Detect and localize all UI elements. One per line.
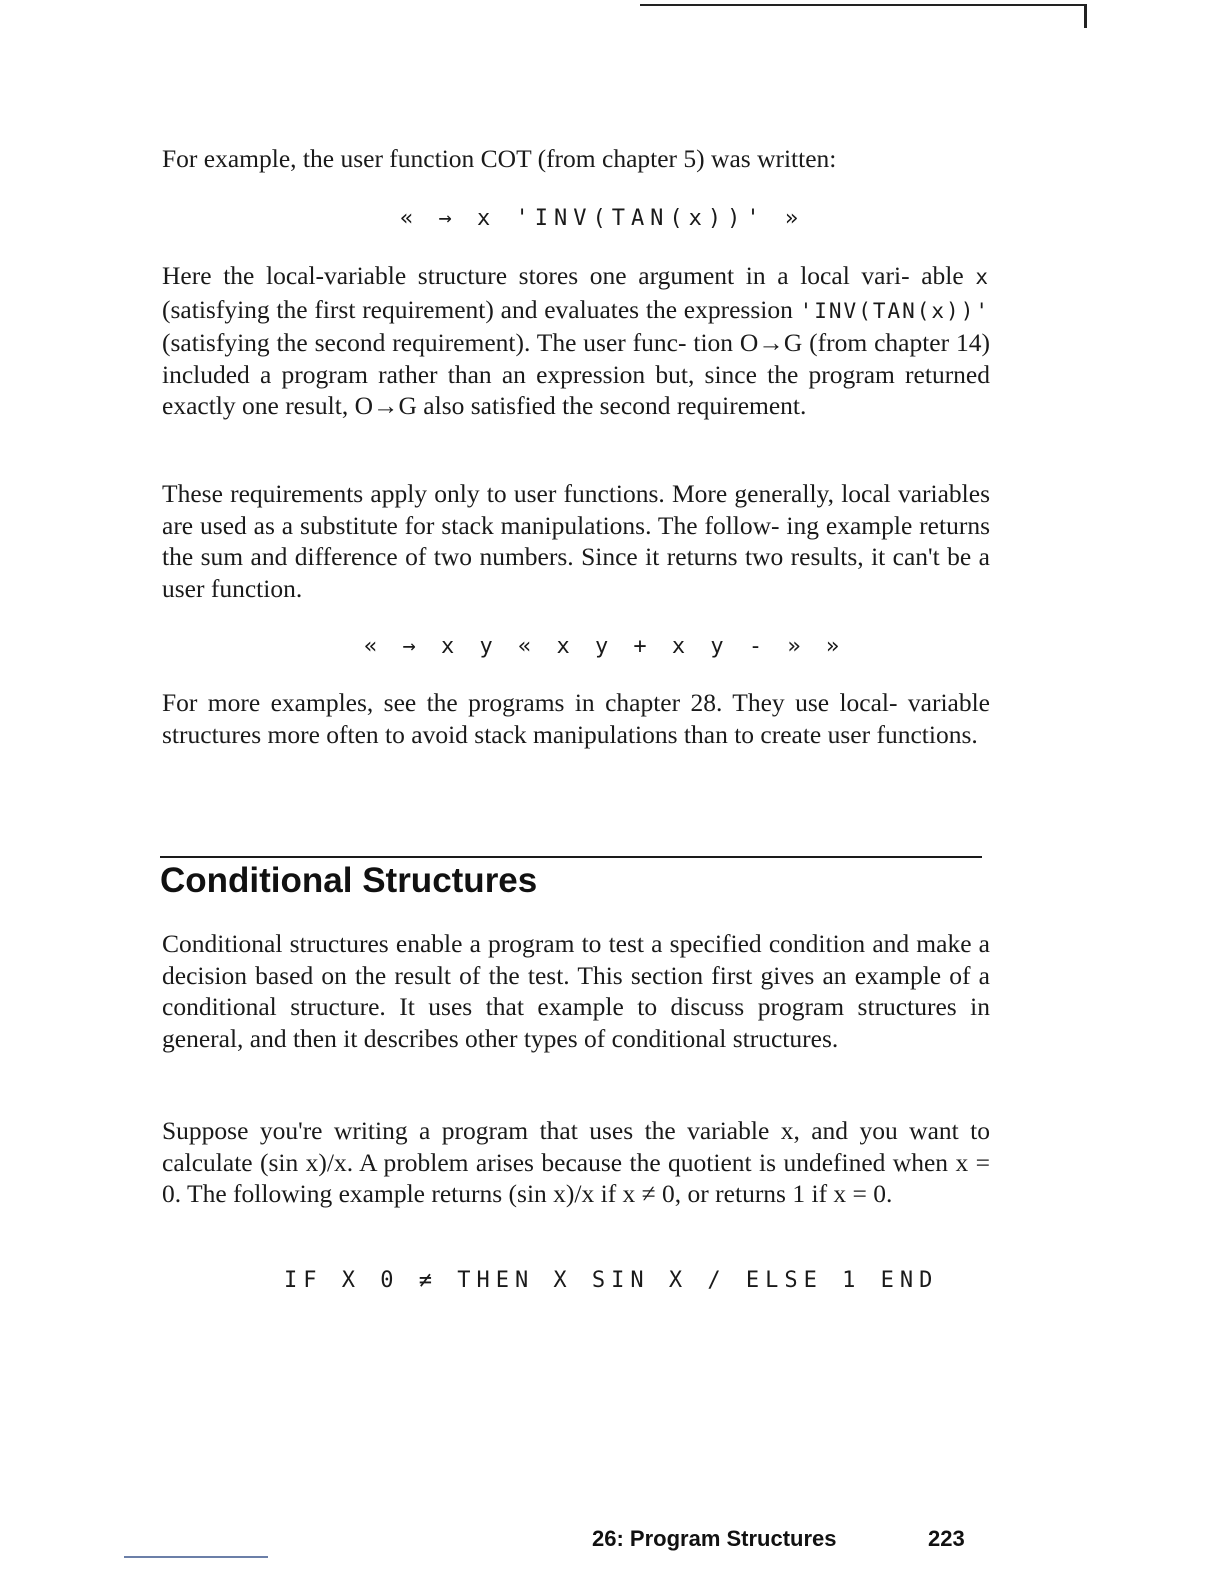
paragraph-requirements: These requirements apply only to user functions. More generally, local variables are used as a substitute for stack manipulations. The follow- ing example returns the sum and difference of two numbers. Since it returns two results, it can't be a user function.	[162, 479, 990, 603]
code-example-if-then-else: IF X 0 ≠ THEN X SIN X / ELSE 1 END	[284, 1268, 939, 1293]
top-corner-mark	[1084, 4, 1087, 28]
para2-text-2: (satisfying the first requirement) and evaluates the expression	[162, 294, 800, 324]
top-border-rule	[640, 4, 1086, 6]
footer-page-number: 223	[928, 1526, 965, 1551]
para2-text-3: (satisfying the second requirement). The user func- tion O→G (from chapter 14) included a program rather than an expression but, since the program returned exactly one result, O→G also satisfied the second requirement.	[162, 328, 990, 420]
paragraph-conditional-intro: Conditional structures enable a program to test a specified condition and make a decision based on the result of the test. This section first gives an example of a conditional structure. It uses that example to discuss program structures in general, and then it describes other types of conditional structures.	[162, 929, 990, 1053]
paragraph-cot-intro: For example, the user function COT (from chapter 5) was written:	[162, 144, 837, 173]
code-example-cot: « → x 'INV(TAN(x))' »	[400, 206, 805, 231]
inline-code-x: x	[975, 265, 990, 289]
paragraph-local-variable-explanation	[162, 260, 990, 422]
section-heading: Conditional Structures	[160, 861, 538, 900]
code-example-sum-difference: « → x y « x y + x y - » »	[364, 634, 846, 659]
footer-chapter-title: 26: Program Structures	[592, 1526, 837, 1551]
bottom-left-rule	[124, 1556, 268, 1558]
paragraph-sin-example: Suppose you're writing a program that uses the variable x, and you want to calculate (sin x)/x. A problem arises because the quotient is undefined when x = 0. The following example returns (sin x)/x if x ≠ 0, or returns 1 if x = 0.	[162, 1116, 990, 1208]
paragraph-more-examples: For more examples, see the programs in chapter 28. They use local- variable structures more often to avoid stack manipulations than to create user functions.	[162, 688, 990, 749]
inline-code-expression: 'INV(TAN(x))'	[799, 298, 990, 323]
para2-text-1: Here the local-variable structure stores one argument in a local vari- able	[162, 261, 976, 290]
